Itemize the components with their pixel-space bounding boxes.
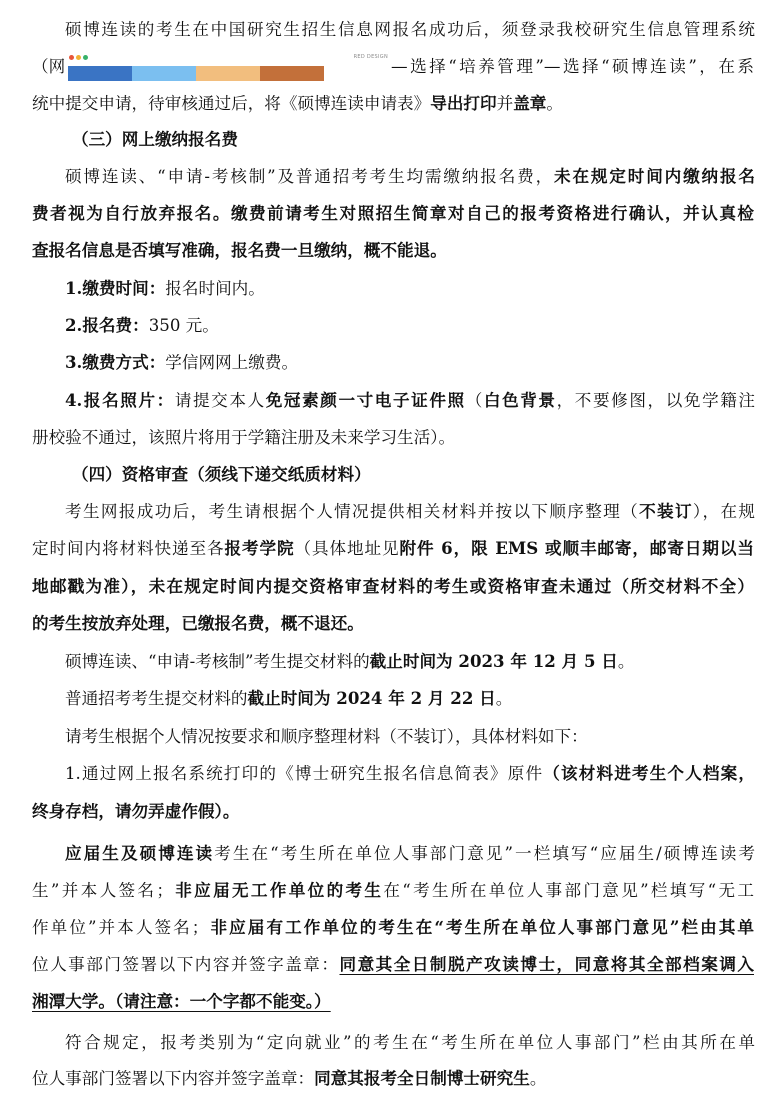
paragraph-line: 硕博连读的考生在中国研究生招生信息网报名成功后，须登录我校研究生信息管理系统 (65, 20, 755, 39)
paragraph-line: 作单位”并本人签名；非应届有工作单位的考生在“考生所在单位人事部门意见”栏由其单 (32, 917, 755, 937)
banner-image (68, 52, 390, 82)
paragraph-line: 定时间内将材料快递至各报考学院（具体地址见附件 6，限 EMS 或顺丰邮寄，邮寄日期以当 (32, 538, 755, 558)
paragraph-line: 考生网报成功后，考生请根据个人情况提供相关材料并按以下顺序整理（不装订），在规 (65, 501, 756, 521)
list-item: 4.报名照片：请提交本人免冠素颜一寸电子证件照（白色背景，不要修图，以免学籍注 (65, 390, 756, 410)
paragraph-line: 湘潭大学。（请注意：一个字都不能变。） (32, 991, 331, 1011)
color-strip (68, 66, 324, 81)
paragraph-line: 请考生根据个人情况按要求和顺序整理材料（不装订），具体材料如下： (65, 727, 588, 746)
paragraph-line-right: —选择“培养管理”—选择“硕博连读”，在系 (391, 57, 754, 76)
dot-icon (83, 55, 88, 60)
paragraph-line: 位人事部门签署以下内容并签字盖章：同意其全日制脱产攻读博士，同意将其全部档案调入 (32, 954, 754, 974)
list-item-continuation: 终身存档，请勿弄虚作假）。 (32, 801, 240, 821)
list-item: 1.缴费时间：报名时间内。 (65, 278, 265, 298)
paragraph-line-left: （网 (32, 57, 66, 76)
dot-icon (69, 55, 74, 60)
color-segment (68, 66, 132, 81)
paragraph-line: 地邮戳为准），未在规定时间内提交资格审查材料的考生或资格审查未通过（所交材料不全） (32, 576, 754, 596)
list-item: 1.通过网上报名系统打印的《博士研究生报名信息简表》原件（该材料进考生个人档案， (65, 763, 755, 783)
section-heading: （四）资格审查（须线下递交纸质材料） (72, 464, 371, 484)
section-heading: （三）网上缴纳报名费 (72, 129, 238, 149)
brand-label: RED DESIGN (353, 54, 388, 60)
color-segment (260, 66, 324, 81)
paragraph-line: 应届生及硕博连读考生在“考生所在单位人事部门意见”一栏填写“应届生/硕博连读考 (65, 843, 756, 863)
color-segment (196, 66, 260, 81)
paragraph-line: 位人事部门签署以下内容并签字盖章：同意其报考全日制博士研究生。 (32, 1068, 547, 1088)
list-item-continuation: 册校验不通过，该照片将用于学籍注册及未来学习生活）。 (32, 428, 456, 447)
list-item: 2.报名费：350 元。 (65, 315, 219, 335)
paragraph-line: 统中提交申请，待审核通过后，将《硕博连读申请表》导出打印并盖章。 (32, 93, 563, 113)
paragraph-line: 硕博连读、“申请-考核制”及普通招考考生均需缴纳报名费，未在规定时间内缴纳报名 (65, 166, 755, 186)
paragraph-line: 的考生按放弃处理，已缴报名费，概不退还。 (32, 613, 364, 633)
paragraph-line: 符合规定，报考类别为“定向就业”的考生在“考生所在单位人事部门”栏由其所在单 (65, 1033, 755, 1052)
paragraph-line: 普通招考考生提交材料的截止时间为 2024 年 2 月 22 日。 (65, 688, 513, 708)
paragraph-line: 硕博连读、“申请-考核制”考生提交材料的截止时间为 2023 年 12 月 5 日。 (65, 651, 635, 671)
dot-icon (76, 55, 81, 60)
color-segment (132, 66, 196, 81)
paragraph-line: 生”并本人签名；非应届无工作单位的考生在“考生所在单位人事部门意见”栏填写“无工 (32, 880, 755, 900)
paragraph-line: 查报名信息是否填写准确，报名费一旦缴纳，概不能退。 (32, 240, 447, 260)
window-dots (69, 55, 90, 61)
paragraph-line: 费者视为自行放弃报名。缴费前请考生对照招生简章对自己的报考资格进行确认，并认真检 (32, 203, 754, 223)
list-item: 3.缴费方式：学信网网上缴费。 (65, 352, 299, 372)
